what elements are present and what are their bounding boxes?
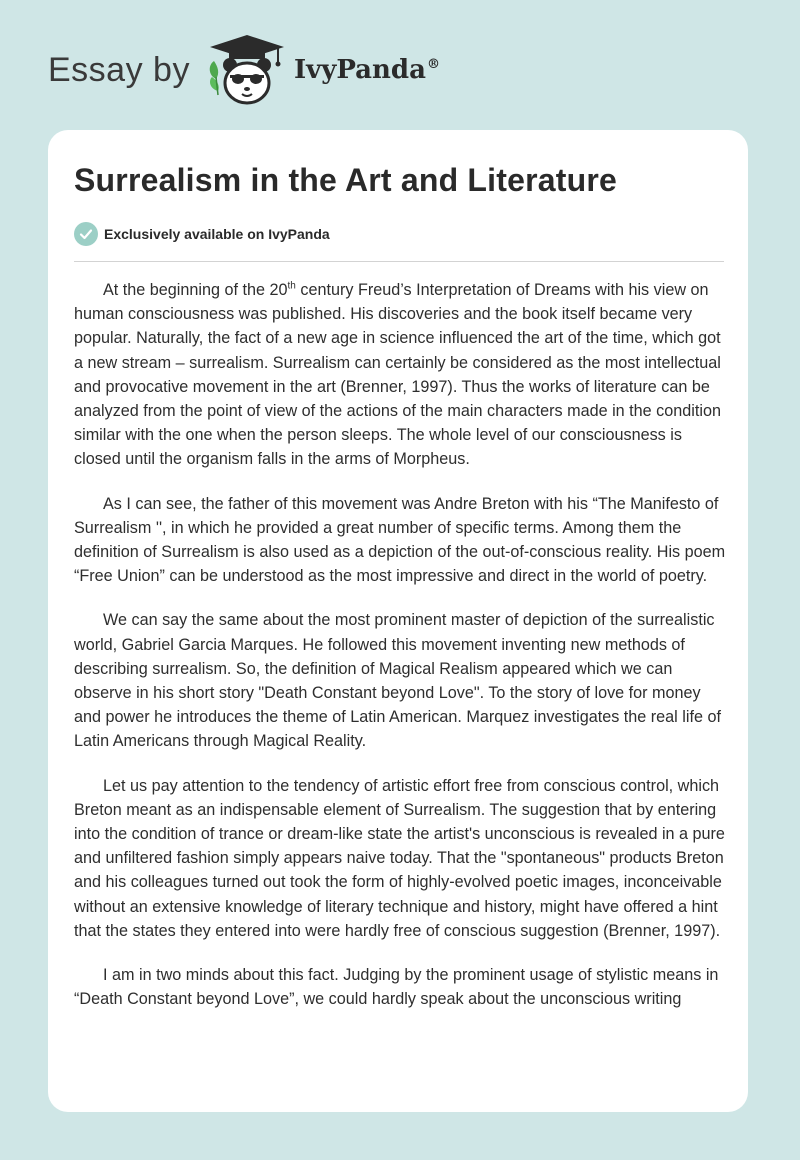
superscript: th (287, 280, 296, 292)
paragraph: We can say the same about the most prominent master of depiction of the surrealistic world, Gabriel Garcia Marques. He followed this movement inventing new methods of describing surrealism. So, the definition of Magical Realism appeared which we can observe in his short story "Death Constant beyond Love". To the story of love for money and power he introduces the theme of Latin American. Marquez investigates the real life of Latin Americans through Magical Reality. (74, 611, 721, 751)
paragraph-text: At the beginning of the 20 (103, 281, 288, 299)
paragraph-text: century Freud’s Interpretation of Dreams with his view on human consciousness was published. His discoveries and the book itself became very popular. Naturally, the fact of a new age in science influenced the art of the time, which got a new stream – surrealism. Surrealism can certainly be considered as the most intellectual and provocative movement in the art (Brenner, 1997). Thus the works of literature can be analyzed from the point of view of the actions of the main characters made in the condition similar with the one when the person sleeps. The whole level of our consciousness is closed until the organism falls in the arms of Morpheus. (74, 281, 721, 469)
brand-name (294, 55, 440, 85)
paragraph: I am in two minds about this fact. Judging by the prominent usage of stylistic means in “Death Constant beyond Love”, we could hardly speak about the unconscious writing (74, 966, 719, 1009)
registered-mark: ® (426, 57, 440, 73)
divider (74, 261, 724, 262)
exclusive-badge (74, 222, 330, 246)
leaf-icon (210, 61, 219, 95)
paragraph (74, 278, 726, 472)
paragraph: Let us pay attention to the tendency of artistic effort free from conscious control, which Breton meant as an indispensable element of Surrealism. The suggestion that by entering into the condition of trance or dream-like state the artist's unconscious is revealed in a pure and unfiltered fashion simply appears naive today. That the "spontaneous" products Breton and his colleagues turned out took the form of highly-evolved poetic images, inconceivable without an extensive knowledge of literary technique and history, might have offered a hint that the states they entered into were hardly free of conscious suggestion (Brenner, 1997). (74, 776, 725, 940)
paragraph: As I can see, the father of this movement was Andre Breton with his “The Manifesto of Surrealism '', in which he provided a great number of specific terms. Among them the definition of Surrealism is also used as a depiction of the out-of-conscious reality. His poem “Free Union” can be understood as the most impressive and direct in the world of poetry. (74, 494, 726, 586)
essay-title: Surrealism in the Art and Literature (74, 162, 618, 198)
brand-prefix: Essay by (48, 50, 190, 89)
essay-body (74, 278, 726, 1031)
panda-logo-icon (204, 31, 290, 109)
checkmark-icon (74, 222, 98, 246)
brand-header (48, 30, 440, 110)
exclusive-label: Exclusively available on IvyPanda (104, 226, 330, 242)
brand-name-text: IvyPanda (293, 55, 426, 85)
essay-card (48, 130, 748, 1112)
